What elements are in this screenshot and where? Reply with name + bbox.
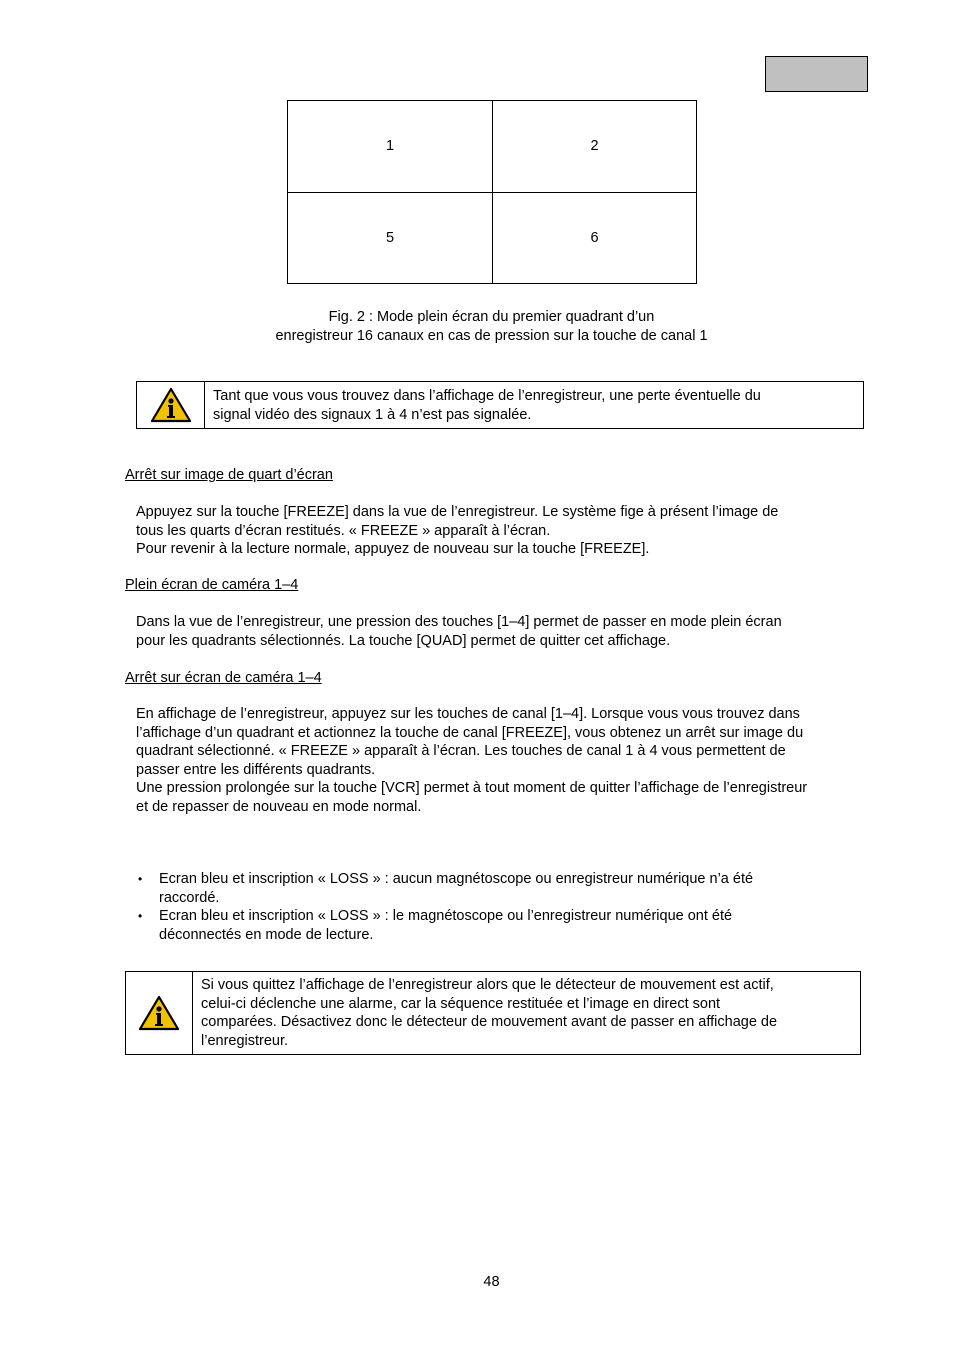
figure-caption [200,308,783,345]
section-paragraph [136,503,884,559]
list-item [136,907,836,944]
paragraph-line: et de repasser de nouveau en mode normal. [136,798,422,815]
list-item [136,870,836,907]
note-text [193,972,785,1054]
info-note-1 [136,381,864,429]
warning-info-icon [137,382,205,428]
note-line: comparées. Désactivez donc le détecteur de mouvement avant de passer en affichage de [201,1014,778,1030]
paragraph-line: Dans la vue de l’enregistreur, une pression des touches [1–4] permet de passer en mode plein écran [136,614,782,630]
note-line: celui-ci déclenche une alarme, car la séquence restituée et l’image en direct sont [201,995,721,1012]
list-item-line: déconnectés en mode de lecture. [159,926,374,943]
list-item-line: Ecran bleu et inscription « LOSS » : aucun magnétoscope ou enregistreur numérique n’a été [159,871,754,887]
bullet-icon: • [138,909,143,923]
list-item-line: Ecran bleu et inscription « LOSS » : le magnétoscope ou l’enregistreur numérique ont été [159,908,733,924]
list-item-line: raccordé. [159,889,220,906]
section-heading-fullscreen: Plein écran de caméra 1–4 [125,577,299,593]
section-paragraph [136,613,884,650]
page-number: 48 [483,1274,500,1290]
note-line: Tant que vous vous trouvez dans l’affichage de l’enregistreur, une perte éventuelle du [213,388,761,404]
paragraph-line: Une pression prolongée sur la touche [VCR] permet à tout moment de quitter l’affichage de l’enregistreur [136,780,808,796]
paragraph-line: tous les quarts d’écran restitués. « FREEZE » apparaît à l’écran. [136,522,551,539]
quadrant-cell-2: 2 [492,101,696,192]
paragraph-line: l’affichage d’un quadrant et actionnez la touche de canal [FREEZE], vous obtenez un arrêt sur image du [136,724,804,741]
info-note-2 [125,971,861,1055]
note-line: signal vidéo des signaux 1 à 4 n’est pas signalée. [213,406,532,423]
caption-line: Fig. 2 : Mode plein écran du premier quadrant d’un [328,309,655,325]
language-tab [765,56,868,92]
caption-line: enregistreur 16 canaux en cas de pression sur la touche de canal 1 [275,327,708,344]
warning-info-icon [126,972,193,1054]
paragraph-line: En affichage de l’enregistreur, appuyez sur les touches de canal [1–4]. Lorsque vous vous trouvez dans [136,706,800,722]
section-paragraph [136,705,884,816]
paragraph-line: Appuyez sur la touche [FREEZE] dans la vue de l’enregistreur. Le système fige à présent l’image de [136,504,779,520]
paragraph-line: passer entre les différents quadrants. [136,761,376,778]
bullet-icon: • [138,872,143,886]
quadrant-cell-5: 5 [288,192,492,283]
section-heading-freeze-camera: Arrêt sur écran de caméra 1–4 [125,670,322,686]
loss-bullet-list [136,870,836,944]
paragraph-line: Pour revenir à la lecture normale, appuyez de nouveau sur la touche [FREEZE]. [136,541,650,557]
note-line: l’enregistreur. [201,1032,289,1049]
note-line: Si vous quittez l’affichage de l’enregistreur alors que le détecteur de mouvement est actif, [201,977,774,993]
paragraph-line: pour les quadrants sélectionnés. La touche [QUAD] permet de quitter cet affichage. [136,632,671,649]
quadrant-cell-6: 6 [492,192,696,283]
section-heading-freeze-quarter: Arrêt sur image de quart d’écran [125,467,333,483]
paragraph-line: quadrant sélectionné. « FREEZE » apparaît à l’écran. Les touches de canal 1 à 4 vous permettent de [136,743,786,759]
quadrant-diagram [287,100,697,284]
note-text [205,382,769,428]
quadrant-cell-1: 1 [385,138,395,155]
